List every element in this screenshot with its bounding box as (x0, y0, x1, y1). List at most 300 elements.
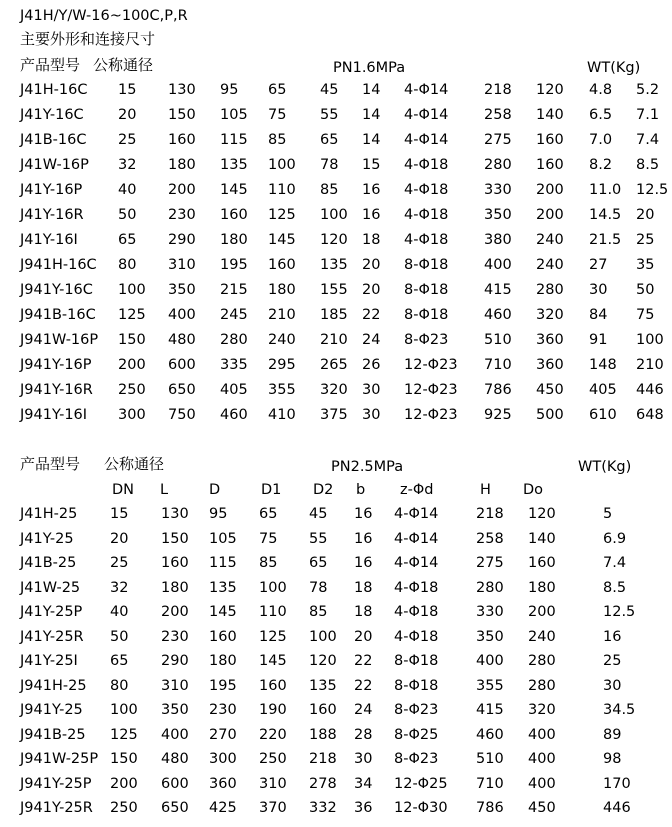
cell-l: 750 (168, 407, 196, 423)
cell-bolts: 8-Φ23 (394, 702, 439, 718)
cell-d: 180 (220, 232, 248, 248)
cell-d2: 100 (309, 628, 337, 645)
cell-l: 180 (168, 157, 196, 173)
table-row (0, 281, 672, 299)
table-row (0, 775, 672, 793)
table-row (0, 652, 672, 670)
model-range-title: J41H/Y/W-16~100C,P,R (20, 8, 188, 24)
table-row (0, 306, 672, 324)
cell-wt-b: 75 (636, 307, 655, 323)
cell-model: J41Y-25P (20, 604, 83, 620)
cell-dn: 250 (118, 382, 146, 398)
cell-d1: 145 (268, 232, 296, 248)
table-row (0, 750, 672, 768)
col-nominal-header: 公称通径 (93, 56, 154, 74)
cell-b: 30 (362, 382, 381, 398)
cell-model: J941Y-16C (20, 282, 93, 298)
cell-d: 160 (220, 207, 248, 223)
cell-model: J41Y-16R (20, 207, 84, 223)
cell-d2: 45 (309, 506, 328, 522)
cell-dn: 150 (118, 332, 146, 348)
cell-l: 350 (161, 702, 189, 718)
cell-wt-b: 25 (636, 232, 655, 248)
cell-d1: 100 (268, 157, 296, 173)
cell-b: 14 (362, 82, 381, 98)
cell-d1: 110 (268, 182, 296, 198)
cell-bolts: 8-Φ18 (404, 282, 449, 298)
cell-d2: 100 (320, 207, 348, 223)
cell-d: 95 (209, 506, 228, 522)
cell-d2: 78 (309, 579, 328, 596)
table-row (0, 701, 672, 719)
column-header: DN (112, 482, 135, 498)
cell-do: 240 (536, 257, 564, 273)
cell-wt-a: 27 (589, 257, 608, 273)
cell-dn: 32 (118, 157, 137, 173)
cell-l: 230 (168, 207, 196, 223)
cell-bolts: 12-Φ25 (394, 775, 448, 792)
cell-d1: 110 (259, 604, 287, 620)
cell-b: 16 (362, 207, 381, 223)
cell-b: 30 (362, 407, 381, 423)
cell-dn: 200 (110, 775, 138, 792)
cell-h: 786 (484, 382, 512, 398)
cell-h: 400 (484, 257, 512, 273)
cell-h: 380 (484, 232, 512, 248)
cell-d: 115 (209, 555, 237, 571)
cell-dn: 65 (110, 653, 129, 669)
column-header: Do (523, 482, 544, 498)
cell-h: 218 (484, 82, 512, 98)
cell-h: 218 (476, 506, 504, 522)
cell-d1: 410 (268, 407, 296, 423)
cell-d: 105 (209, 530, 237, 547)
cell-l: 200 (161, 604, 189, 620)
cell-model: J41W-25 (20, 579, 81, 596)
table-row (0, 181, 672, 199)
cell-d1: 355 (268, 382, 296, 398)
cell-bolts: 4-Φ18 (404, 207, 449, 223)
cell-do: 180 (528, 579, 556, 596)
table-row (0, 206, 672, 224)
cell-h: 710 (476, 775, 504, 792)
cell-d2: 85 (320, 182, 339, 198)
column-header: L (160, 482, 169, 498)
cell-h: 415 (476, 702, 504, 718)
cell-wt-a: 610 (589, 407, 617, 423)
cell-d2: 210 (320, 332, 348, 348)
cell-do: 320 (528, 702, 556, 718)
cell-d2: 185 (320, 307, 348, 323)
cell-d1: 310 (259, 775, 287, 792)
cell-wt-a: 14.5 (589, 207, 622, 223)
cell-b: 24 (362, 332, 381, 348)
cell-d2: 45 (320, 82, 339, 98)
cell-model: J41Y-25 (20, 530, 74, 547)
cell-h: 275 (484, 132, 512, 148)
table-row (0, 156, 672, 174)
cell-d2: 188 (309, 726, 337, 743)
cell-l: 160 (161, 555, 189, 571)
cell-b: 16 (354, 555, 373, 571)
cell-wt-b: 446 (636, 382, 664, 398)
table-row (0, 530, 672, 548)
cell-h: 350 (484, 207, 512, 223)
cell-dn: 125 (110, 726, 138, 743)
cell-d2: 55 (320, 107, 339, 123)
cell-l: 130 (168, 82, 196, 98)
cell-b: 20 (362, 282, 381, 298)
table-row (0, 726, 672, 744)
cell-d1: 125 (268, 207, 296, 223)
cell-wt-a: 21.5 (589, 232, 622, 248)
cell-bolts: 4-Φ14 (394, 530, 439, 547)
cell-model: J941Y-16P (20, 357, 92, 373)
cell-l: 480 (168, 332, 196, 348)
cell-dn: 15 (110, 506, 129, 522)
cell-bolts: 4-Φ18 (404, 182, 449, 198)
cell-wt-a: 11.0 (589, 182, 622, 198)
cell-wt-a: 8.2 (589, 157, 613, 173)
cell-b: 16 (354, 506, 373, 522)
cell-wt: 8.5 (603, 579, 627, 596)
cell-do: 320 (536, 307, 564, 323)
cell-d: 115 (220, 132, 248, 148)
cell-b: 16 (362, 182, 381, 198)
cell-h: 786 (476, 800, 504, 816)
cell-l: 230 (161, 628, 189, 645)
cell-do: 140 (536, 107, 564, 123)
cell-d1: 125 (259, 628, 287, 645)
cell-bolts: 4-Φ18 (394, 628, 439, 645)
cell-d2: 78 (320, 157, 339, 173)
cell-l: 310 (161, 677, 189, 694)
cell-d: 245 (220, 307, 248, 323)
table-row (0, 406, 672, 424)
cell-wt: 16 (603, 628, 622, 645)
cell-bolts: 8-Φ18 (404, 257, 449, 273)
cell-wt: 30 (603, 677, 622, 694)
cell-bolts: 8-Φ23 (394, 751, 439, 767)
cell-bolts: 4-Φ14 (394, 506, 439, 522)
table-row (0, 677, 672, 695)
table-row (0, 554, 672, 572)
cell-l: 600 (168, 357, 196, 373)
cell-dn: 250 (110, 800, 138, 816)
cell-wt: 446 (603, 800, 631, 816)
cell-wt: 25 (603, 653, 622, 669)
cell-bolts: 4-Φ14 (404, 132, 449, 148)
cell-h: 925 (484, 407, 512, 423)
cell-d1: 85 (259, 555, 278, 571)
cell-wt-b: 7.4 (636, 132, 660, 148)
cell-model: J941Y-16R (20, 382, 93, 398)
cell-wt-b: 8.5 (636, 157, 660, 173)
cell-d1: 370 (259, 800, 287, 816)
cell-d: 145 (220, 182, 248, 198)
cell-bolts: 8-Φ25 (394, 726, 439, 743)
table-row (0, 331, 672, 349)
cell-l: 400 (168, 307, 196, 323)
cell-do: 160 (536, 157, 564, 173)
cell-d: 135 (209, 579, 237, 596)
cell-l: 310 (168, 257, 196, 273)
cell-bolts: 8-Φ18 (394, 677, 439, 694)
cell-bolts: 12-Φ23 (404, 357, 458, 373)
cell-model: J941H-16C (20, 257, 97, 273)
cell-wt-b: 210 (636, 357, 664, 373)
cell-h: 415 (484, 282, 512, 298)
column-header: D1 (261, 482, 282, 498)
cell-bolts: 8-Φ23 (404, 332, 449, 348)
cell-model: J41H-25 (20, 506, 78, 522)
cell-d2: 65 (309, 555, 328, 571)
cell-l: 650 (161, 800, 189, 816)
cell-dn: 100 (118, 282, 146, 298)
cell-l: 290 (168, 232, 196, 248)
cell-d1: 160 (259, 677, 287, 694)
cell-h: 355 (476, 677, 504, 694)
cell-model: J41Y-16C (20, 107, 84, 123)
cell-dn: 80 (118, 257, 137, 273)
cell-model: J941Y-25 (20, 702, 83, 718)
cell-do: 280 (528, 653, 556, 669)
cell-d2: 65 (320, 132, 339, 148)
cell-h: 510 (476, 751, 504, 767)
table-row (0, 356, 672, 374)
cell-dn: 20 (118, 107, 137, 123)
cell-wt-a: 148 (589, 357, 617, 373)
cell-bolts: 4-Φ18 (404, 232, 449, 248)
col-model-header: 产品型号 (20, 455, 81, 473)
cell-d: 300 (209, 751, 237, 767)
cell-do: 500 (536, 407, 564, 423)
cell-dn: 32 (110, 579, 129, 596)
cell-h: 258 (476, 530, 504, 547)
cell-wt-a: 6.5 (589, 107, 613, 123)
cell-wt-a: 84 (589, 307, 608, 323)
cell-d2: 85 (309, 604, 328, 620)
cell-d1: 75 (268, 107, 287, 123)
cell-do: 280 (536, 282, 564, 298)
cell-d: 195 (220, 257, 248, 273)
col-nominal-header: 公称通径 (104, 455, 165, 473)
cell-d2: 55 (309, 530, 328, 547)
cell-do: 400 (528, 751, 556, 767)
cell-do: 360 (536, 357, 564, 373)
column-header: D (209, 482, 221, 498)
column-header: H (480, 482, 491, 498)
cell-wt-a: 91 (589, 332, 608, 348)
cell-d2: 135 (320, 257, 348, 273)
cell-dn: 125 (118, 307, 146, 323)
cell-wt: 6.9 (603, 530, 627, 547)
cell-wt: 170 (603, 775, 631, 792)
pressure-rating: PN2.5MPa (331, 459, 404, 475)
cell-do: 240 (536, 232, 564, 248)
cell-d2: 135 (309, 677, 337, 694)
cell-l: 150 (161, 530, 189, 547)
cell-dn: 25 (118, 132, 137, 148)
table-row (0, 231, 672, 249)
cell-d1: 145 (259, 653, 287, 669)
cell-b: 22 (354, 677, 373, 694)
cell-h: 258 (484, 107, 512, 123)
cell-do: 160 (528, 555, 556, 571)
table-row (0, 628, 672, 646)
cell-b: 34 (354, 775, 373, 792)
cell-bolts: 4-Φ18 (394, 579, 439, 596)
cell-d: 195 (209, 677, 237, 694)
cell-model: J41W-16P (20, 157, 89, 173)
cell-d2: 160 (309, 702, 337, 718)
cell-b: 18 (362, 232, 381, 248)
cell-do: 240 (528, 628, 556, 645)
cell-model: J41Y-25I (20, 653, 78, 669)
cell-do: 160 (536, 132, 564, 148)
cell-d1: 85 (268, 132, 287, 148)
cell-model: J941W-16P (20, 332, 99, 348)
cell-b: 14 (362, 132, 381, 148)
cell-d2: 155 (320, 282, 348, 298)
cell-d: 135 (220, 157, 248, 173)
cell-bolts: 12-Φ30 (394, 800, 448, 816)
cell-dn: 40 (110, 604, 129, 620)
cell-model: J941Y-25R (20, 800, 93, 816)
cell-do: 200 (536, 207, 564, 223)
cell-d1: 295 (268, 357, 296, 373)
cell-wt-a: 405 (589, 382, 617, 398)
cell-d1: 160 (268, 257, 296, 273)
cell-wt-a: 30 (589, 282, 608, 298)
cell-d2: 218 (309, 751, 337, 767)
cell-d1: 100 (259, 579, 287, 596)
cell-dn: 80 (110, 677, 129, 694)
cell-model: J941Y-16I (20, 407, 88, 423)
cell-d2: 332 (309, 800, 337, 816)
cell-b: 15 (362, 157, 381, 173)
cell-wt-a: 7.0 (589, 132, 613, 148)
cell-l: 180 (161, 579, 189, 596)
cell-d1: 220 (259, 726, 287, 743)
cell-bolts: 4-Φ14 (394, 555, 439, 571)
cell-bolts: 4-Φ14 (404, 82, 449, 98)
subtitle: 主要外形和连接尺寸 (20, 30, 156, 48)
cell-do: 400 (528, 775, 556, 792)
cell-l: 160 (168, 132, 196, 148)
table-row (0, 106, 672, 124)
cell-l: 650 (168, 382, 196, 398)
cell-bolts: 12-Φ23 (404, 407, 458, 423)
cell-wt: 7.4 (603, 555, 627, 571)
cell-model: J941B-16C (20, 307, 96, 323)
cell-d2: 120 (309, 653, 337, 669)
cell-d1: 190 (259, 702, 287, 718)
cell-d: 425 (209, 800, 237, 816)
cell-model: J941B-25 (20, 726, 86, 743)
cell-b: 16 (354, 530, 373, 547)
cell-do: 200 (536, 182, 564, 198)
cell-b: 20 (354, 628, 373, 645)
cell-wt: 98 (603, 751, 622, 767)
cell-l: 350 (168, 282, 196, 298)
cell-dn: 40 (118, 182, 137, 198)
cell-h: 330 (476, 604, 504, 620)
cell-d1: 250 (259, 751, 287, 767)
table-row (0, 505, 672, 523)
cell-d1: 75 (259, 530, 278, 547)
cell-h: 275 (476, 555, 504, 571)
weight-header: WT(Kg) (587, 60, 641, 76)
cell-wt-b: 12.5 (636, 182, 669, 198)
cell-model: J941Y-25P (20, 775, 92, 792)
table-row (0, 81, 672, 99)
cell-do: 140 (528, 530, 556, 547)
cell-dn: 20 (110, 530, 129, 547)
cell-dn: 65 (118, 232, 137, 248)
cell-d: 105 (220, 107, 248, 123)
cell-do: 120 (536, 82, 564, 98)
cell-b: 24 (354, 702, 373, 718)
cell-do: 200 (528, 604, 556, 620)
cell-bolts: 4-Φ18 (404, 157, 449, 173)
table-row (0, 131, 672, 149)
cell-d: 215 (220, 282, 248, 298)
cell-model: J41Y-16P (20, 182, 83, 198)
cell-d: 405 (220, 382, 248, 398)
cell-d2: 375 (320, 407, 348, 423)
cell-do: 280 (528, 677, 556, 694)
cell-l: 150 (168, 107, 196, 123)
cell-b: 36 (354, 800, 373, 816)
table-row (0, 256, 672, 274)
cell-b: 30 (354, 751, 373, 767)
cell-wt-b: 20 (636, 207, 655, 223)
cell-wt-b: 100 (636, 332, 664, 348)
cell-wt-b: 35 (636, 257, 655, 273)
cell-l: 200 (168, 182, 196, 198)
cell-do: 400 (528, 726, 556, 743)
cell-wt-b: 5.2 (636, 82, 660, 98)
cell-wt: 5 (603, 506, 613, 522)
cell-b: 26 (362, 357, 381, 373)
cell-do: 360 (536, 332, 564, 348)
cell-d1: 65 (259, 506, 278, 522)
cell-do: 450 (528, 800, 556, 816)
cell-d: 280 (220, 332, 248, 348)
cell-h: 400 (476, 653, 504, 669)
cell-wt: 12.5 (603, 604, 636, 620)
table-row (0, 799, 672, 817)
cell-d2: 265 (320, 357, 348, 373)
cell-bolts: 8-Φ18 (394, 653, 439, 669)
cell-dn: 100 (110, 702, 138, 718)
cell-l: 600 (161, 775, 189, 792)
cell-b: 18 (354, 579, 373, 596)
table-row (0, 603, 672, 621)
cell-b: 14 (362, 107, 381, 123)
cell-do: 120 (528, 506, 556, 522)
weight-header: WT(Kg) (578, 459, 632, 475)
cell-h: 330 (484, 182, 512, 198)
pressure-rating: PN1.6MPa (333, 60, 406, 76)
cell-bolts: 4-Φ14 (404, 107, 449, 123)
cell-d: 335 (220, 357, 248, 373)
cell-h: 460 (476, 726, 504, 743)
cell-b: 22 (362, 307, 381, 323)
column-header: b (356, 482, 366, 498)
cell-wt-b: 7.1 (636, 107, 660, 123)
